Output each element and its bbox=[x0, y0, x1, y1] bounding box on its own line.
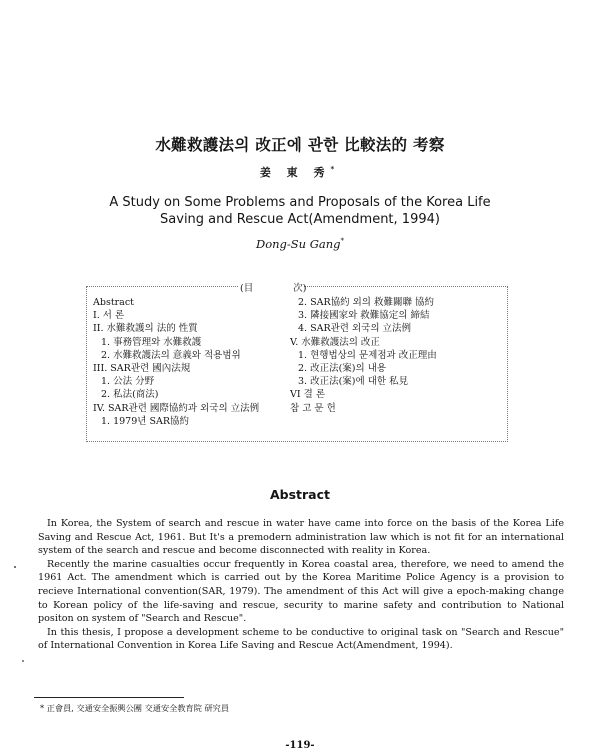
toc-heading bbox=[240, 280, 307, 294]
english-title-line-2: Saving and Rescue Act(Amendment, 1994) bbox=[160, 212, 440, 227]
toc-left-column bbox=[93, 296, 259, 428]
toc-item: VI 결 론 bbox=[290, 389, 326, 401]
toc-item: 1. 현행법상의 문제점과 改正理由 bbox=[298, 349, 437, 361]
toc-item: 2. SAR協約 외의 救難關聯 協約 bbox=[298, 297, 435, 308]
toc-right-column bbox=[290, 296, 437, 415]
author-footnote-mark: * bbox=[330, 164, 341, 174]
english-title bbox=[60, 194, 540, 228]
footnote bbox=[40, 703, 229, 714]
toc-item: I. 서 론 bbox=[93, 310, 125, 322]
korean-author bbox=[0, 164, 600, 180]
toc-item: 4. SAR관련 외국의 立法例 bbox=[298, 323, 412, 335]
toc-item: 3. 隣接國家와 救難協定의 締結 bbox=[298, 310, 430, 322]
toc-top-dash-right bbox=[304, 286, 506, 287]
toc-item: 1. 公法 分野 bbox=[101, 376, 155, 388]
abstract-paragraph-1: In Korea, the System of search and rescue in water have came into force on the basis of the Korea Life Saving and Rescue Act, 1961. But It's a premodern administration law which is not fit for an international system of the search and rescue and become disconnected with reality in Korea. bbox=[38, 518, 564, 557]
toc-item: 2. 改正法(案)의 내용 bbox=[298, 363, 387, 375]
scan-speck bbox=[22, 660, 24, 662]
toc-item: V. 水難救護法의 改正 bbox=[290, 336, 380, 348]
toc-item: II. 水難救護의 法的 性質 bbox=[93, 323, 198, 335]
toc-heading-open: (目 bbox=[240, 283, 254, 294]
toc-item: III. SAR관련 國內法規 bbox=[93, 363, 191, 375]
toc-item: 2. 水難救護法의 意義와 적용범위 bbox=[101, 349, 241, 361]
toc-heading-close: 次) bbox=[293, 283, 307, 294]
toc-item: 3. 改正法(案)에 대한 私見 bbox=[298, 376, 409, 388]
footnote-text: 正會員, 交通安全振興公團 交通安全教育院 研究員 bbox=[46, 703, 230, 713]
footnote-rule bbox=[34, 697, 184, 698]
toc-item: IV. SAR관련 國際協約과 외국의 立法例 bbox=[93, 402, 260, 414]
toc-item: 1. 事務管理와 水難救護 bbox=[101, 336, 202, 348]
english-author-name: Dong-Su Gang bbox=[255, 237, 341, 251]
english-author-footnote-mark: * bbox=[340, 237, 345, 246]
korean-author-name: 姜 東 秀 bbox=[259, 166, 331, 179]
abstract-body bbox=[38, 517, 564, 653]
english-author bbox=[0, 237, 600, 251]
toc-top-dash-left bbox=[86, 286, 238, 287]
toc-item: 2. 私法(商法) bbox=[101, 389, 159, 401]
toc-item: 1. 1979년 SAR協約 bbox=[101, 415, 189, 427]
page-number: -119- bbox=[285, 740, 315, 751]
scan-speck bbox=[14, 566, 16, 568]
abstract-heading: Abstract bbox=[269, 487, 331, 502]
footnote-mark: * bbox=[40, 703, 45, 713]
toc-item: 참 고 문 헌 bbox=[290, 402, 336, 414]
toc-item: Abstract bbox=[93, 297, 134, 308]
english-title-line-1: A Study on Some Problems and Proposals of the Korea Life bbox=[109, 195, 491, 210]
abstract-paragraph-2: Recently the marine casualties occur frequently in Korea coastal area, therefore, we need to amend the 1961 Act. The amendment which is carried out by the Korea Maritime Police Agency is a provision to recieve International convention(SAR, 1979). The amendment of this Act will give a epoch-making change to Korean policy of the life-saving and rescue, security to marine safety and contribution to National positon on system of "Search and Rescue". bbox=[38, 558, 564, 625]
korean-title: 水難救護法의 改正에 관한 比較法的 考察 bbox=[155, 135, 445, 154]
abstract-paragraph-3: In this thesis, I propose a development scheme to be conductive to original task on "Search and Rescue" of International Convention in Korea Life Saving and Rescue Act(Amendment, 1994). bbox=[38, 626, 564, 652]
